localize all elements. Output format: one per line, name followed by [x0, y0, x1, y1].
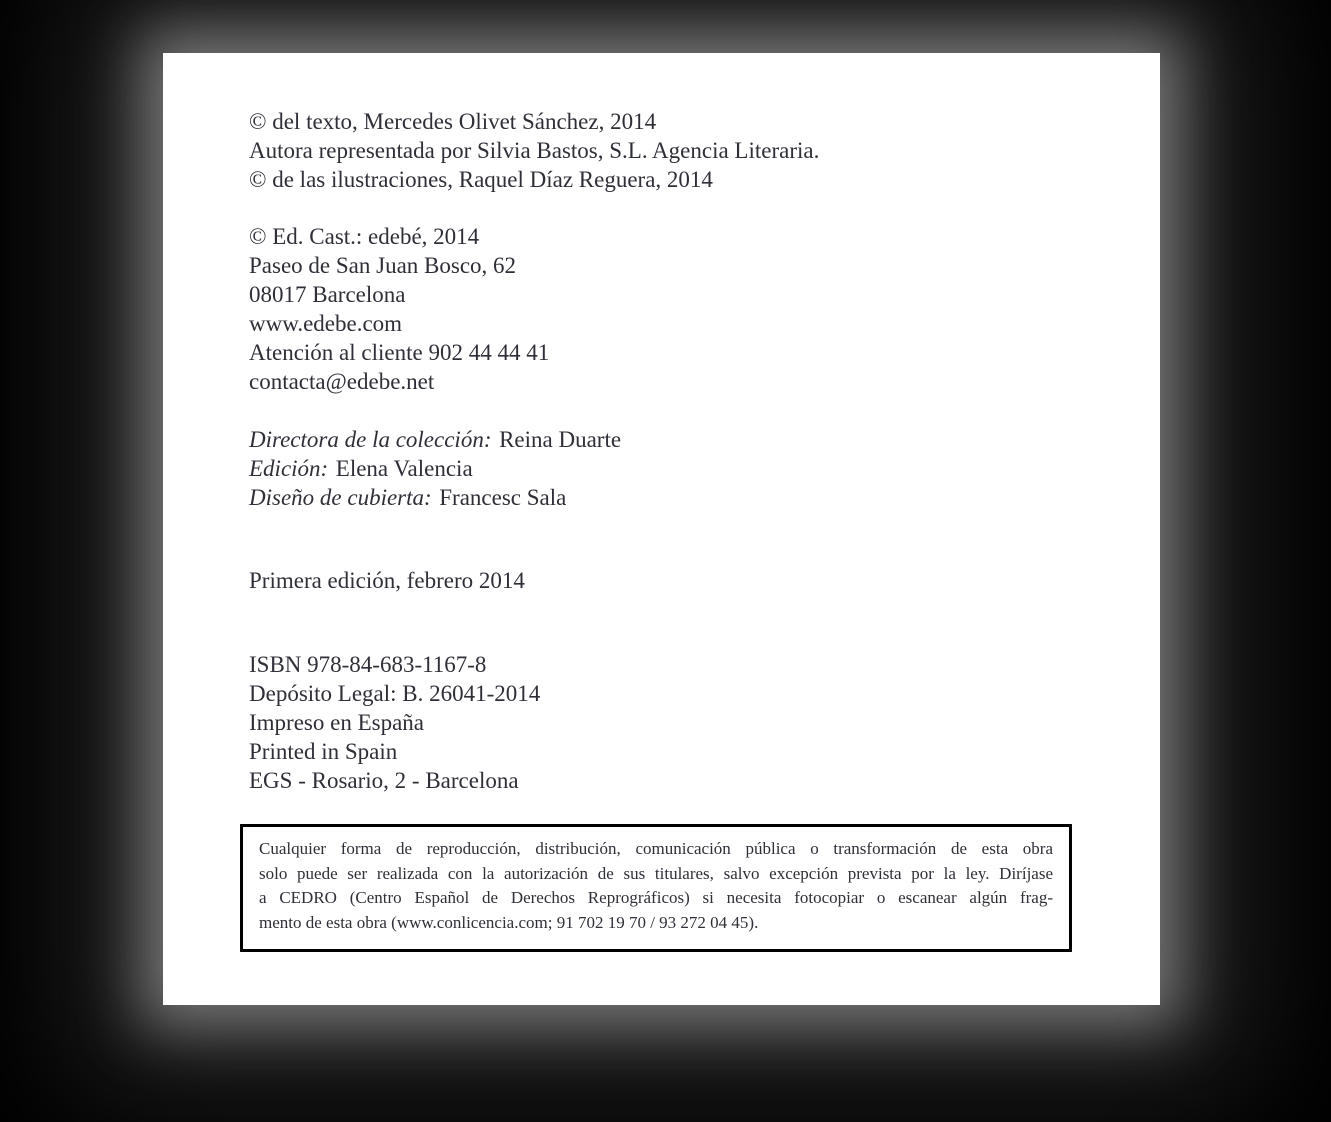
- impreso-line: Impreso en España: [249, 710, 424, 735]
- credit-value: Francesc Sala: [439, 485, 567, 510]
- copyright-line: Autora representada por Silvia Bastos, S.L. Agencia Literaria.: [249, 138, 820, 163]
- credits-block: [249, 425, 1160, 512]
- publisher-email: contacta@edebe.net: [249, 369, 435, 394]
- deposito-legal-line: Depósito Legal: B. 26041-2014: [249, 681, 541, 706]
- page-content: [163, 53, 1160, 952]
- isbn-line: ISBN 978-84-683-1167-8: [249, 652, 487, 677]
- legal-notice-line: mento de esta obra (www.conlicencia.com; 91 702 19 70 / 93 272 04 45).: [259, 912, 759, 932]
- legal-notice-box: [240, 824, 1072, 952]
- publisher-line: © Ed. Cast.: edebé, 2014: [249, 224, 480, 249]
- publisher-block: [249, 222, 1160, 396]
- copyright-block: [249, 107, 1160, 194]
- publisher-website: www.edebe.com: [249, 311, 403, 336]
- printing-block: [249, 650, 1160, 795]
- credit-label: Diseño de cubierta:: [249, 485, 432, 510]
- credit-label: Directora de la colección:: [249, 427, 492, 452]
- legal-notice-line: solo puede ser realizada con la autorización de sus titulares, salvo excepción prevista por la ley. Diríjase: [259, 863, 1053, 883]
- printed-line: Printed in Spain: [249, 739, 398, 764]
- book-copyright-page: [163, 53, 1160, 1005]
- credit-row: [249, 483, 1160, 512]
- credit-value: Elena Valencia: [335, 456, 473, 481]
- copyright-line: © de las ilustraciones, Raquel Díaz Reguera, 2014: [249, 167, 713, 192]
- printer-line: EGS - Rosario, 2 - Barcelona: [249, 768, 519, 793]
- edition-line: Primera edición, febrero 2014: [249, 568, 525, 593]
- publisher-address-line: Paseo de San Juan Bosco, 62: [249, 253, 517, 278]
- credit-row: [249, 425, 1160, 454]
- credit-value: Reina Duarte: [499, 427, 622, 452]
- credit-label: Edición:: [249, 456, 329, 481]
- publisher-phone-line: Atención al cliente 902 44 44 41: [249, 340, 550, 365]
- copyright-line: © del texto, Mercedes Olivet Sánchez, 2014: [249, 109, 657, 134]
- legal-notice-line: a CEDRO (Centro Español de Derechos Reprográficos) si necesita fotocopiar o escanear algún frag-: [259, 888, 1053, 907]
- legal-notice-line: Cualquier forma de reproducción, distribución, comunicación pública o transformación de esta obra: [259, 839, 1053, 858]
- credit-row: [249, 454, 1160, 483]
- publisher-city-line: 08017 Barcelona: [249, 282, 406, 307]
